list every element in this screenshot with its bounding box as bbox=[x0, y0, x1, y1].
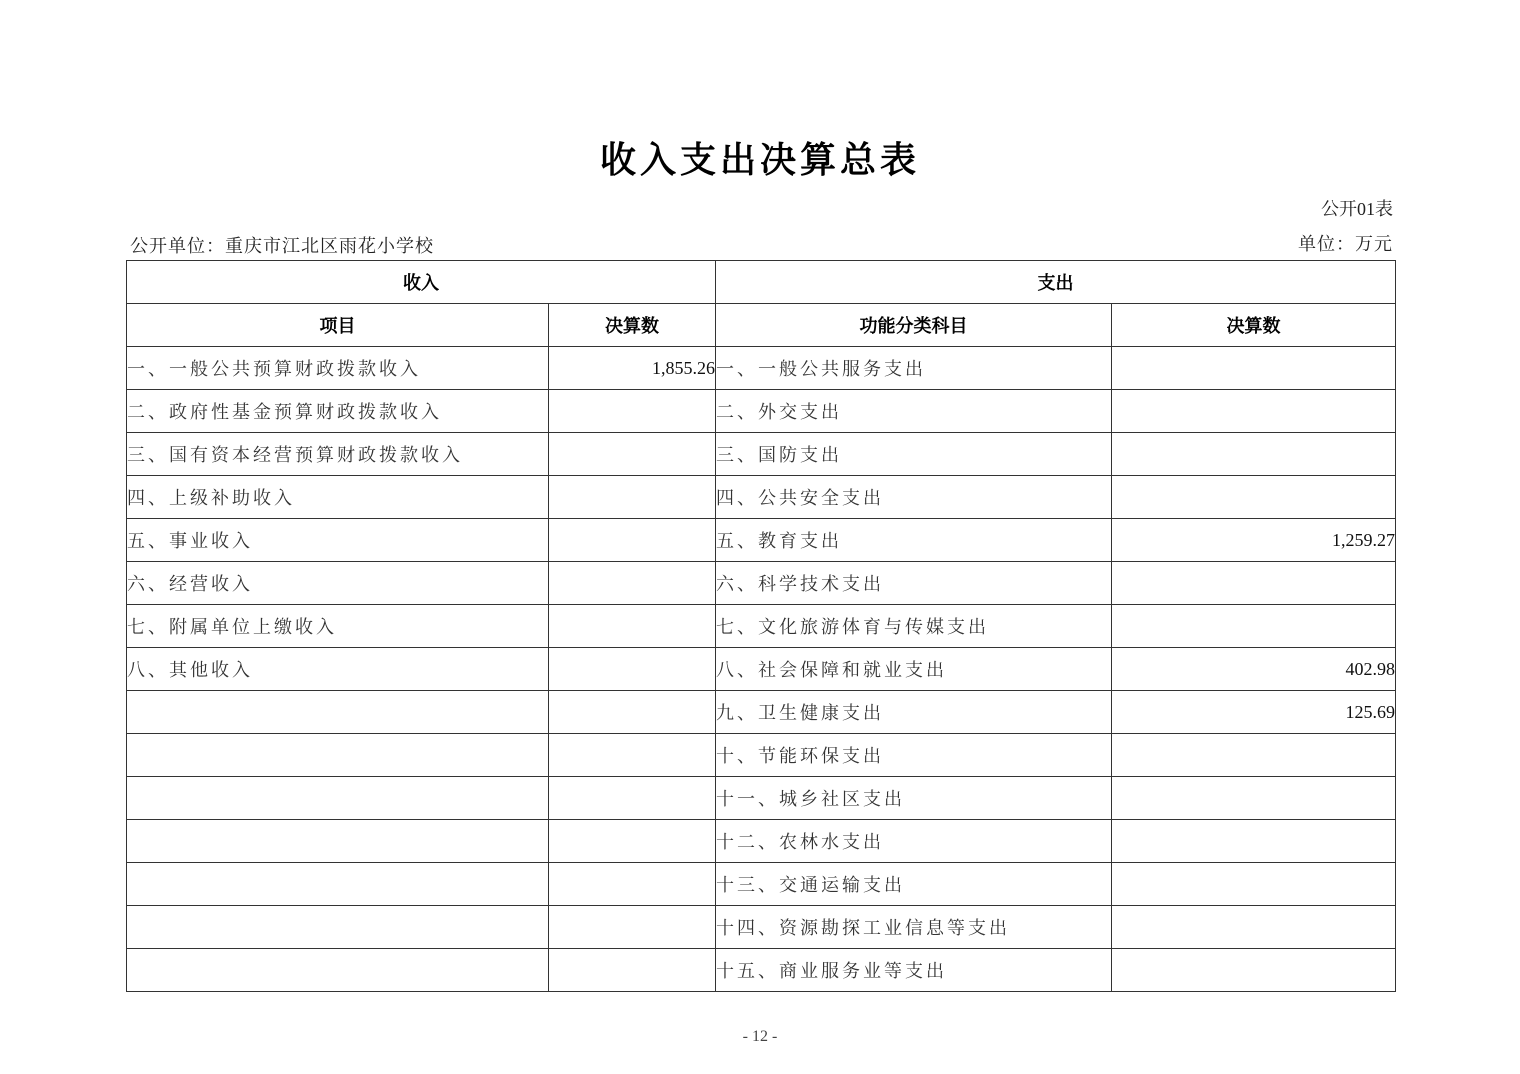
expenditure-amount-cell bbox=[1112, 605, 1396, 648]
income-item-cell bbox=[127, 691, 549, 734]
expenditure-amount-cell bbox=[1112, 820, 1396, 863]
income-amount-cell bbox=[549, 820, 716, 863]
income-amount-cell: 1,855.26 bbox=[549, 347, 716, 390]
expenditure-amount-cell bbox=[1112, 949, 1396, 992]
form-number: 公开01表 bbox=[1321, 199, 1393, 219]
income-item-cell: 二、政府性基金预算财政拨款收入 bbox=[127, 390, 549, 433]
expenditure-amount-cell bbox=[1112, 476, 1396, 519]
table-row bbox=[127, 820, 1396, 863]
expenditure-item-cell: 九、卫生健康支出 bbox=[716, 691, 1112, 734]
expenditure-item-cell: 十二、农林水支出 bbox=[716, 820, 1112, 863]
income-amount-cell bbox=[549, 949, 716, 992]
income-amount-cell bbox=[549, 605, 716, 648]
income-section-header: 收入 bbox=[127, 261, 716, 304]
income-item-cell: 七、附属单位上缴收入 bbox=[127, 605, 549, 648]
table-row bbox=[127, 562, 1396, 605]
expenditure-amount-cell bbox=[1112, 863, 1396, 906]
income-expenditure-table bbox=[126, 260, 1396, 992]
income-item-cell: 六、经营收入 bbox=[127, 562, 549, 605]
income-amount-cell bbox=[549, 734, 716, 777]
expenditure-item-cell: 二、外交支出 bbox=[716, 390, 1112, 433]
table-row bbox=[127, 691, 1396, 734]
unit-of-measure: 单位：万元 bbox=[1298, 234, 1393, 255]
document-title: 收入支出决算总表 bbox=[599, 139, 920, 181]
income-item-cell bbox=[127, 949, 549, 992]
income-amount-header: 决算数 bbox=[549, 304, 716, 347]
income-item-cell bbox=[127, 863, 549, 906]
expenditure-item-cell: 十三、交通运输支出 bbox=[716, 863, 1112, 906]
expenditure-item-cell: 十一、城乡社区支出 bbox=[716, 777, 1112, 820]
income-amount-cell bbox=[549, 863, 716, 906]
expenditure-amount-cell bbox=[1112, 734, 1396, 777]
expenditure-item-cell: 一、一般公共服务支出 bbox=[716, 347, 1112, 390]
income-amount-cell bbox=[549, 562, 716, 605]
income-item-cell bbox=[127, 906, 549, 949]
income-amount-cell bbox=[549, 648, 716, 691]
income-amount-cell bbox=[549, 390, 716, 433]
section-header-row bbox=[127, 261, 1396, 304]
expenditure-section-header: 支出 bbox=[716, 261, 1396, 304]
expenditure-amount-cell bbox=[1112, 390, 1396, 433]
income-amount-cell bbox=[549, 519, 716, 562]
income-item-cell bbox=[127, 777, 549, 820]
table-row bbox=[127, 734, 1396, 777]
table-row bbox=[127, 433, 1396, 476]
table-row bbox=[127, 605, 1396, 648]
income-item-cell: 一、一般公共预算财政拨款收入 bbox=[127, 347, 549, 390]
expenditure-amount-cell bbox=[1112, 347, 1396, 390]
income-amount-cell bbox=[549, 433, 716, 476]
expenditure-amount-header: 决算数 bbox=[1112, 304, 1396, 347]
income-item-cell: 三、国有资本经营预算财政拨款收入 bbox=[127, 433, 549, 476]
income-amount-cell bbox=[549, 906, 716, 949]
expenditure-amount-cell: 1,259.27 bbox=[1112, 519, 1396, 562]
reporting-unit: 公开单位：重庆市江北区雨花小学校 bbox=[130, 236, 434, 257]
expenditure-amount-cell: 125.69 bbox=[1112, 691, 1396, 734]
expenditure-item-cell: 四、公共安全支出 bbox=[716, 476, 1112, 519]
table-row bbox=[127, 390, 1396, 433]
page-number: - 12 - bbox=[742, 1028, 778, 1045]
income-item-cell: 五、事业收入 bbox=[127, 519, 549, 562]
income-item-cell bbox=[127, 820, 549, 863]
expenditure-amount-cell bbox=[1112, 433, 1396, 476]
table-body bbox=[127, 347, 1396, 992]
expenditure-amount-cell bbox=[1112, 906, 1396, 949]
expenditure-item-cell: 三、国防支出 bbox=[716, 433, 1112, 476]
income-item-cell bbox=[127, 734, 549, 777]
expenditure-item-cell: 十四、资源勘探工业信息等支出 bbox=[716, 906, 1112, 949]
table-row bbox=[127, 648, 1396, 691]
expenditure-item-cell: 五、教育支出 bbox=[716, 519, 1112, 562]
expenditure-item-cell: 六、科学技术支出 bbox=[716, 562, 1112, 605]
expenditure-item-cell: 七、文化旅游体育与传媒支出 bbox=[716, 605, 1112, 648]
income-amount-cell bbox=[549, 476, 716, 519]
income-item-header: 项目 bbox=[127, 304, 549, 347]
income-amount-cell bbox=[549, 691, 716, 734]
expenditure-item-cell: 八、社会保障和就业支出 bbox=[716, 648, 1112, 691]
expenditure-amount-cell bbox=[1112, 777, 1396, 820]
table-row bbox=[127, 906, 1396, 949]
expenditure-item-cell: 十、节能环保支出 bbox=[716, 734, 1112, 777]
table-row bbox=[127, 476, 1396, 519]
expenditure-amount-cell: 402.98 bbox=[1112, 648, 1396, 691]
income-item-cell: 四、上级补助收入 bbox=[127, 476, 549, 519]
table-row bbox=[127, 519, 1396, 562]
expenditure-amount-cell bbox=[1112, 562, 1396, 605]
column-header-row bbox=[127, 304, 1396, 347]
table-row bbox=[127, 347, 1396, 390]
income-item-cell: 八、其他收入 bbox=[127, 648, 549, 691]
table-row bbox=[127, 863, 1396, 906]
expenditure-item-header: 功能分类科目 bbox=[716, 304, 1112, 347]
table-row bbox=[127, 949, 1396, 992]
expenditure-item-cell: 十五、商业服务业等支出 bbox=[716, 949, 1112, 992]
table-row bbox=[127, 777, 1396, 820]
income-amount-cell bbox=[549, 777, 716, 820]
